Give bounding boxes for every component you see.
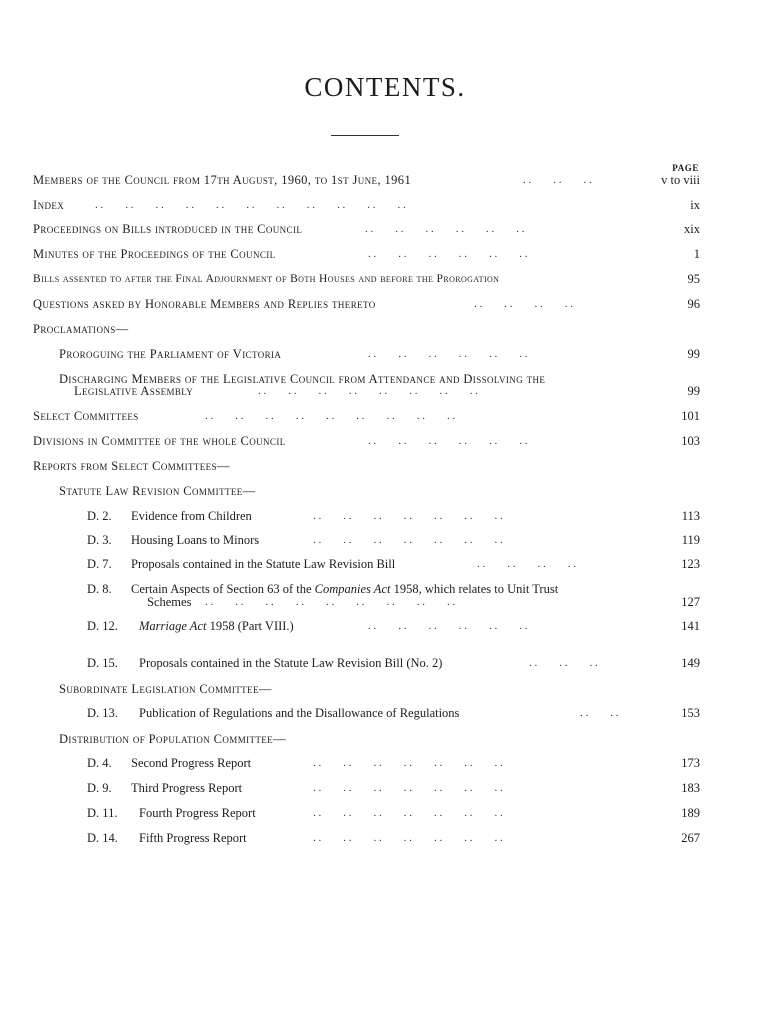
entry-label: D. 9. bbox=[87, 781, 112, 795]
entry-text bbox=[131, 582, 558, 596]
entry-text-post: 1958, which relates to Unit Trust bbox=[390, 582, 559, 596]
entry-page: 141 bbox=[681, 619, 700, 633]
entry-page: 95 bbox=[687, 272, 700, 286]
leader-dots: . . . . bbox=[580, 707, 619, 719]
entry-label: D. 7. bbox=[87, 557, 112, 571]
page-title: CONTENTS. bbox=[304, 72, 466, 102]
leader-dots: . . . . . . . . . . . . . . bbox=[313, 757, 503, 769]
entry-page: 189 bbox=[681, 806, 700, 820]
entry-text: Members of the Council from 17th August, 1960, to 1st June, 1961 bbox=[33, 173, 412, 187]
entry-page: 119 bbox=[681, 533, 700, 547]
entry-text: Statute Law Revision Committee— bbox=[59, 484, 256, 498]
entry-text: Questions asked by Honorable Members and Replies thereto bbox=[33, 297, 376, 311]
entry-page: ix bbox=[690, 198, 700, 212]
leader-dots: . . . . . . . . . . . . bbox=[368, 435, 528, 447]
leader-dots: . . . . . . . . . . . . . . bbox=[313, 832, 503, 844]
entry-text: Minutes of the Proceedings of the Council bbox=[33, 247, 276, 261]
entry-text: Proclamations— bbox=[33, 322, 129, 336]
entry-text-italic: Marriage Act bbox=[139, 619, 207, 633]
entry-page: 123 bbox=[681, 557, 700, 571]
entry-text: Index bbox=[33, 198, 65, 212]
entry-page: 183 bbox=[681, 781, 700, 795]
entry-text: Housing Loans to Minors bbox=[131, 533, 260, 547]
entry-page: 173 bbox=[681, 756, 700, 770]
title-rule bbox=[331, 135, 399, 136]
entry-page: xix bbox=[684, 222, 700, 236]
entry-page: 99 bbox=[687, 384, 700, 398]
entry-text: Distribution of Population Committee— bbox=[59, 732, 286, 746]
leader-dots: . . . . . . . . . . . . . . bbox=[313, 534, 503, 546]
entry-text: Fourth Progress Report bbox=[139, 806, 256, 820]
leader-dots: . . . . . . . . . . . . . . bbox=[313, 807, 503, 819]
leader-dots: . . . . . . . . . . . . . . bbox=[313, 510, 503, 522]
entry-text: Subordinate Legislation Committee— bbox=[59, 682, 272, 696]
entry-text: Divisions in Committee of the whole Council bbox=[33, 434, 286, 448]
entry-text: Bills assented to after the Final Adjournment of Both Houses and before the Prorogation bbox=[33, 273, 500, 285]
entry-label: D. 3. bbox=[87, 533, 112, 547]
entry-label: D. 4. bbox=[87, 756, 112, 770]
entry-text: Evidence from Children bbox=[131, 509, 252, 523]
entry-text: Third Progress Report bbox=[131, 781, 243, 795]
entry-text: Proroguing the Parliament of Victoria bbox=[59, 347, 282, 361]
entry-text: Discharging Members of the Legislative Council from Attendance and Dissolving the bbox=[59, 372, 546, 386]
leader-dots: . . . . . . . . . . . . . . bbox=[313, 782, 503, 794]
entry-page: 267 bbox=[681, 831, 700, 845]
entry-page: 113 bbox=[681, 509, 700, 523]
leader-dots: . . . . . . . . bbox=[477, 558, 576, 570]
entry-text: Second Progress Report bbox=[131, 756, 252, 770]
entry-text: Fifth Progress Report bbox=[139, 831, 247, 845]
entry-label: D. 11. bbox=[87, 806, 118, 820]
leader-dots: . . . . . . bbox=[523, 174, 592, 186]
entry-text-pre: Certain Aspects of Section 63 of the bbox=[131, 582, 315, 596]
leader-dots: . . . . . . . . bbox=[474, 298, 573, 310]
leader-dots: . . . . . . . . . . . . . . . . . . bbox=[205, 596, 456, 608]
entry-page: 101 bbox=[681, 409, 700, 423]
entry-label: D. 12. bbox=[87, 619, 118, 633]
leader-dots: . . . . . . . . . . . . . . . . bbox=[258, 385, 478, 397]
leader-dots: . . . . . . . . . . . . bbox=[368, 248, 528, 260]
entry-text: Publication of Regulations and the Disallowance of Regulations bbox=[139, 706, 460, 720]
entry-page: 149 bbox=[681, 656, 700, 670]
entry-page: v to viii bbox=[661, 173, 700, 187]
entry-text-italic: Companies Act bbox=[314, 582, 391, 596]
leader-dots: . . . . . . . . . . . . . . . . . . bbox=[205, 410, 456, 422]
entry-page: 99 bbox=[687, 347, 700, 361]
entry-label: D. 2. bbox=[87, 509, 112, 523]
entry-text: Schemes bbox=[147, 595, 192, 609]
entry-text: Reports from Select Committees— bbox=[33, 459, 230, 473]
page-column-header: PAGE bbox=[672, 163, 699, 173]
entry-page: 127 bbox=[681, 595, 700, 609]
entry-text: Select Committees bbox=[33, 409, 139, 423]
entry-text: Proceedings on Bills introduced in the Council bbox=[33, 222, 303, 236]
entry-text: Proposals contained in the Statute Law Revision Bill bbox=[131, 557, 396, 571]
entry-text bbox=[139, 619, 294, 633]
entry-page: 96 bbox=[687, 297, 700, 311]
leader-dots: . . . . . . . . . . . . bbox=[368, 348, 528, 360]
entry-label: D. 14. bbox=[87, 831, 118, 845]
entry-label: D. 13. bbox=[87, 706, 118, 720]
entry-label: D. 8. bbox=[87, 582, 112, 596]
entry-label: D. 15. bbox=[87, 656, 118, 670]
entry-page: 1 bbox=[693, 247, 700, 261]
leader-dots: . . . . . . bbox=[529, 657, 598, 669]
entry-page: 153 bbox=[681, 706, 700, 720]
entry-text: Legislative Assembly bbox=[74, 384, 194, 398]
leader-dots: . . . . . . . . . . . . . . . . . . . . . . bbox=[95, 199, 406, 211]
leader-dots: . . . . . . . . . . . . bbox=[368, 620, 528, 632]
entry-text-post: 1958 (Part VIII.) bbox=[206, 619, 294, 633]
entry-page: 103 bbox=[681, 434, 700, 448]
entry-text: Proposals contained in the Statute Law Revision Bill (No. 2) bbox=[139, 656, 443, 670]
leader-dots: . . . . . . . . . . . . bbox=[365, 223, 525, 235]
